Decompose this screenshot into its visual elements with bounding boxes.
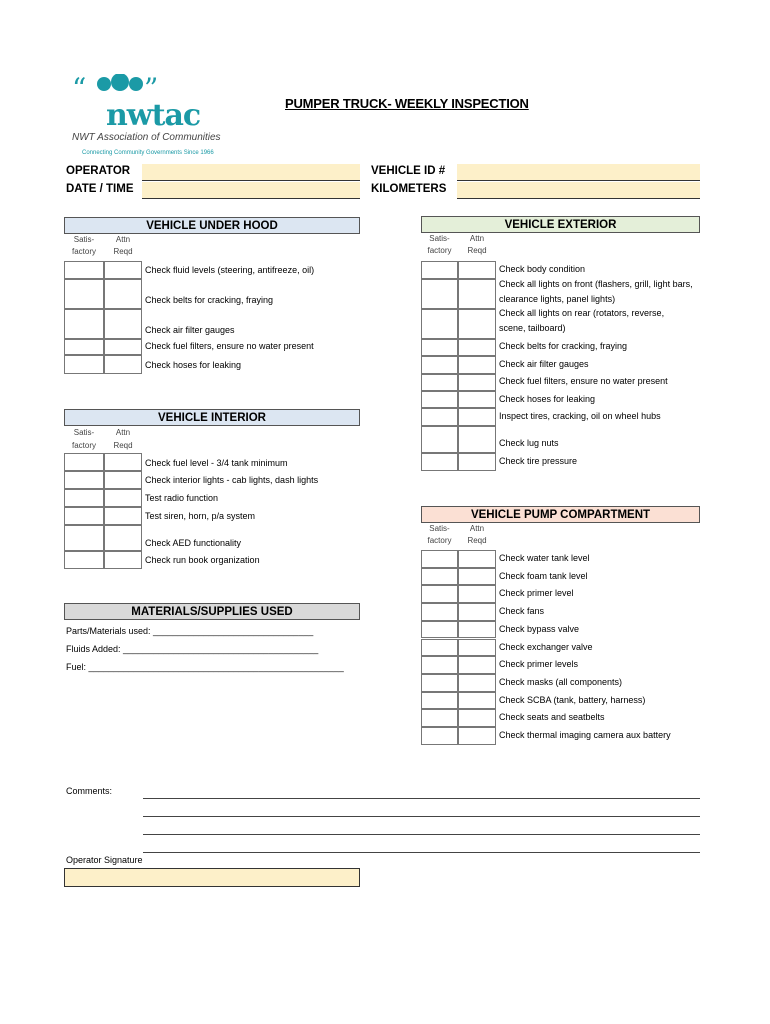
checkbox-satisfactory[interactable]	[64, 525, 104, 551]
interior-col-satisfactory: Satis- factory	[71, 428, 96, 450]
operator-label: OPERATOR	[66, 165, 131, 177]
pump-item: Check seats and seatbelts	[499, 712, 605, 723]
comments-line[interactable]	[143, 797, 700, 799]
comments-line[interactable]	[143, 815, 700, 817]
under-hood-col-attn: Attn Reqd	[113, 235, 133, 256]
checkbox-attn[interactable]	[458, 692, 496, 710]
checkbox-attn[interactable]	[104, 309, 142, 339]
checkbox-attn[interactable]	[458, 550, 496, 568]
signature-field[interactable]	[64, 868, 360, 887]
checkbox-attn[interactable]	[458, 261, 496, 279]
checkbox-satisfactory[interactable]	[421, 639, 458, 657]
signature-label: Operator Signature	[66, 855, 143, 865]
checkbox-satisfactory[interactable]	[421, 391, 458, 408]
exterior-heading: VEHICLE EXTERIOR	[421, 216, 700, 233]
pump-heading: VEHICLE PUMP COMPARTMENT	[421, 506, 700, 523]
checkbox-satisfactory[interactable]	[421, 261, 458, 279]
checkbox-satisfactory[interactable]	[64, 551, 104, 569]
checkbox-satisfactory[interactable]	[421, 408, 458, 426]
checkbox-satisfactory[interactable]	[421, 550, 458, 568]
under-hood-item: Check air filter gauges	[145, 325, 235, 335]
interior-item: Check AED functionality	[145, 538, 242, 548]
logo-org-name: NWT Association of Communities	[72, 132, 221, 143]
checkbox-attn[interactable]	[458, 279, 496, 309]
checkbox-satisfactory[interactable]	[64, 453, 104, 471]
page-title: PUMPER TRUCK- WEEKLY INSPECTION	[285, 96, 529, 111]
checkbox-satisfactory[interactable]	[421, 426, 458, 453]
exterior-item: Check tire pressure	[499, 456, 578, 466]
checkbox-satisfactory[interactable]	[421, 356, 458, 374]
pump-item: Check thermal imaging camera aux battery	[499, 730, 671, 740]
under-hood-item: Check belts for cracking, fraying	[145, 295, 274, 305]
exterior-item: Check belts for cracking, fraying	[499, 341, 628, 351]
exterior-item: Check all lights on rear (rotators, reverse, scene, tailboard)	[499, 308, 665, 333]
comments-label: Comments:	[66, 786, 113, 796]
exterior-col-attn: Attn Reqd	[467, 234, 487, 255]
date-time-field[interactable]	[142, 182, 360, 199]
under-hood-heading: VEHICLE UNDER HOOD	[64, 217, 360, 234]
checkbox-attn[interactable]	[458, 453, 496, 471]
interior-heading: VEHICLE INTERIOR	[64, 409, 360, 426]
pump-item: Check water tank level	[499, 553, 590, 563]
checkbox-attn[interactable]	[458, 656, 496, 674]
checkbox-satisfactory[interactable]	[421, 692, 458, 710]
materials-heading: MATERIALS/SUPPLIES USED	[64, 603, 360, 620]
date-time-label: DATE / TIME	[66, 183, 134, 195]
checkbox-attn[interactable]	[104, 525, 142, 551]
nwtac-logo	[66, 72, 226, 162]
interior-item: Check run book organization	[145, 555, 260, 565]
under-hood-item: Check hoses for leaking	[145, 360, 242, 370]
checkbox-satisfactory[interactable]	[421, 727, 458, 745]
interior-item: Check interior lights - cab lights, dash lights	[145, 475, 319, 485]
checkbox-attn[interactable]	[104, 261, 142, 279]
checkbox-satisfactory[interactable]	[421, 568, 458, 586]
checkbox-satisfactory[interactable]	[421, 339, 458, 356]
exterior-item: Check all lights on front (flashers, grill, light bars, clearance lights, panel lights)	[499, 279, 693, 304]
pump-col-attn: Attn Reqd	[467, 524, 487, 545]
exterior-item: Check body condition	[499, 264, 586, 274]
under-hood-col-satisfactory: Satis- factory	[71, 235, 96, 256]
checkbox-attn[interactable]	[458, 585, 496, 603]
pump-item: Check foam tank level	[499, 570, 588, 581]
checkbox-attn[interactable]	[458, 568, 496, 586]
kilometers-field[interactable]	[457, 182, 700, 199]
checkbox-satisfactory[interactable]	[64, 489, 104, 507]
checkbox-satisfactory[interactable]	[64, 261, 104, 279]
checkbox-satisfactory[interactable]	[421, 656, 458, 674]
svg-text:”: ”	[144, 74, 159, 105]
vehicle-id-field[interactable]	[457, 164, 700, 181]
fuel-line[interactable]: Fuel: ___________________________________________________	[66, 662, 344, 672]
checkbox-attn[interactable]	[458, 309, 496, 339]
checkbox-satisfactory[interactable]	[64, 309, 104, 339]
checkbox-attn[interactable]	[458, 709, 496, 727]
checkbox-attn[interactable]	[458, 374, 496, 391]
checkbox-attn[interactable]	[458, 339, 496, 356]
checkbox-satisfactory[interactable]	[421, 279, 458, 309]
checkbox-attn[interactable]	[458, 391, 496, 408]
comments-line[interactable]	[143, 833, 700, 835]
under-hood-item: Check fuel filters, ensure no water present	[145, 341, 314, 351]
checkbox-attn[interactable]	[458, 621, 496, 639]
pump-item: Check bypass valve	[499, 623, 580, 634]
checkbox-satisfactory[interactable]	[64, 507, 104, 525]
pump-item: Check primer level	[499, 588, 574, 599]
exterior-col-satisfactory: Satis- factory	[427, 234, 452, 255]
checkbox-attn[interactable]	[104, 471, 142, 489]
checkbox-attn[interactable]	[104, 279, 142, 309]
interior-item: Test radio function	[145, 493, 219, 503]
checkbox-attn[interactable]	[458, 674, 496, 692]
checkbox-attn[interactable]	[104, 551, 142, 569]
pump-col-satisfactory: Satis- factory	[427, 524, 452, 545]
checkbox-attn[interactable]	[458, 603, 496, 621]
interior-item: Check fuel level - 3/4 tank minimum	[145, 458, 288, 468]
checkbox-satisfactory[interactable]	[421, 309, 458, 339]
checkbox-satisfactory[interactable]	[421, 585, 458, 603]
svg-text:“: “	[72, 74, 87, 105]
checkbox-attn[interactable]	[104, 507, 142, 525]
checkbox-attn[interactable]	[104, 355, 142, 374]
checkbox-attn[interactable]	[104, 489, 142, 507]
exterior-item: Check fuel filters, ensure no water present	[499, 376, 668, 386]
checkbox-satisfactory[interactable]	[421, 709, 458, 727]
under-hood-item: Check fluid levels (steering, antifreeze, oil)	[145, 265, 315, 275]
checkbox-satisfactory[interactable]	[421, 674, 458, 692]
checkbox-attn[interactable]	[458, 727, 496, 745]
checkbox-attn[interactable]	[458, 426, 496, 453]
checkbox-satisfactory[interactable]	[64, 471, 104, 489]
interior-col-attn: Attn Reqd	[113, 428, 133, 450]
checkbox-satisfactory[interactable]	[421, 374, 458, 391]
exterior-item: Inspect tires, cracking, oil on wheel hubs	[499, 411, 661, 421]
pump-item: Check SCBA (tank, battery, harness)	[499, 694, 646, 705]
vehicle-id-label: VEHICLE ID #	[371, 165, 446, 177]
checkbox-satisfactory[interactable]	[421, 453, 458, 471]
exterior-item: Check air filter gauges	[499, 359, 589, 369]
checkbox-satisfactory[interactable]	[421, 621, 458, 639]
checkbox-attn[interactable]	[104, 339, 142, 355]
checkbox-attn[interactable]	[458, 408, 496, 426]
checkbox-satisfactory[interactable]	[64, 355, 104, 374]
exterior-item: Check hoses for leaking	[499, 394, 596, 404]
operator-field[interactable]	[142, 164, 360, 181]
pump-item: Check primer levels	[499, 659, 579, 670]
pump-item: Check exchanger valve	[499, 641, 593, 652]
pump-item: Check fans	[499, 606, 545, 617]
checkbox-attn[interactable]	[458, 356, 496, 374]
interior-item: Test siren, horn, p/a system	[145, 511, 256, 521]
logo-brand: nwtac	[106, 98, 201, 133]
checkbox-satisfactory[interactable]	[64, 339, 104, 355]
checkbox-satisfactory[interactable]	[421, 603, 458, 621]
checkbox-attn[interactable]	[458, 639, 496, 657]
exterior-item: Check lug nuts	[499, 438, 559, 448]
comments-line[interactable]	[143, 851, 700, 853]
fluids-added-line[interactable]: Fluids Added: _______________________________________	[66, 644, 319, 654]
parts-used-line[interactable]: Parts/Materials used: ________________________________	[66, 626, 314, 636]
checkbox-attn[interactable]	[104, 453, 142, 471]
pump-item: Check masks (all components)	[499, 676, 623, 687]
checkbox-satisfactory[interactable]	[64, 279, 104, 309]
kilometers-label: KILOMETERS	[371, 183, 447, 195]
logo-tagline: Connecting Community Governments Since 1966	[82, 150, 214, 156]
